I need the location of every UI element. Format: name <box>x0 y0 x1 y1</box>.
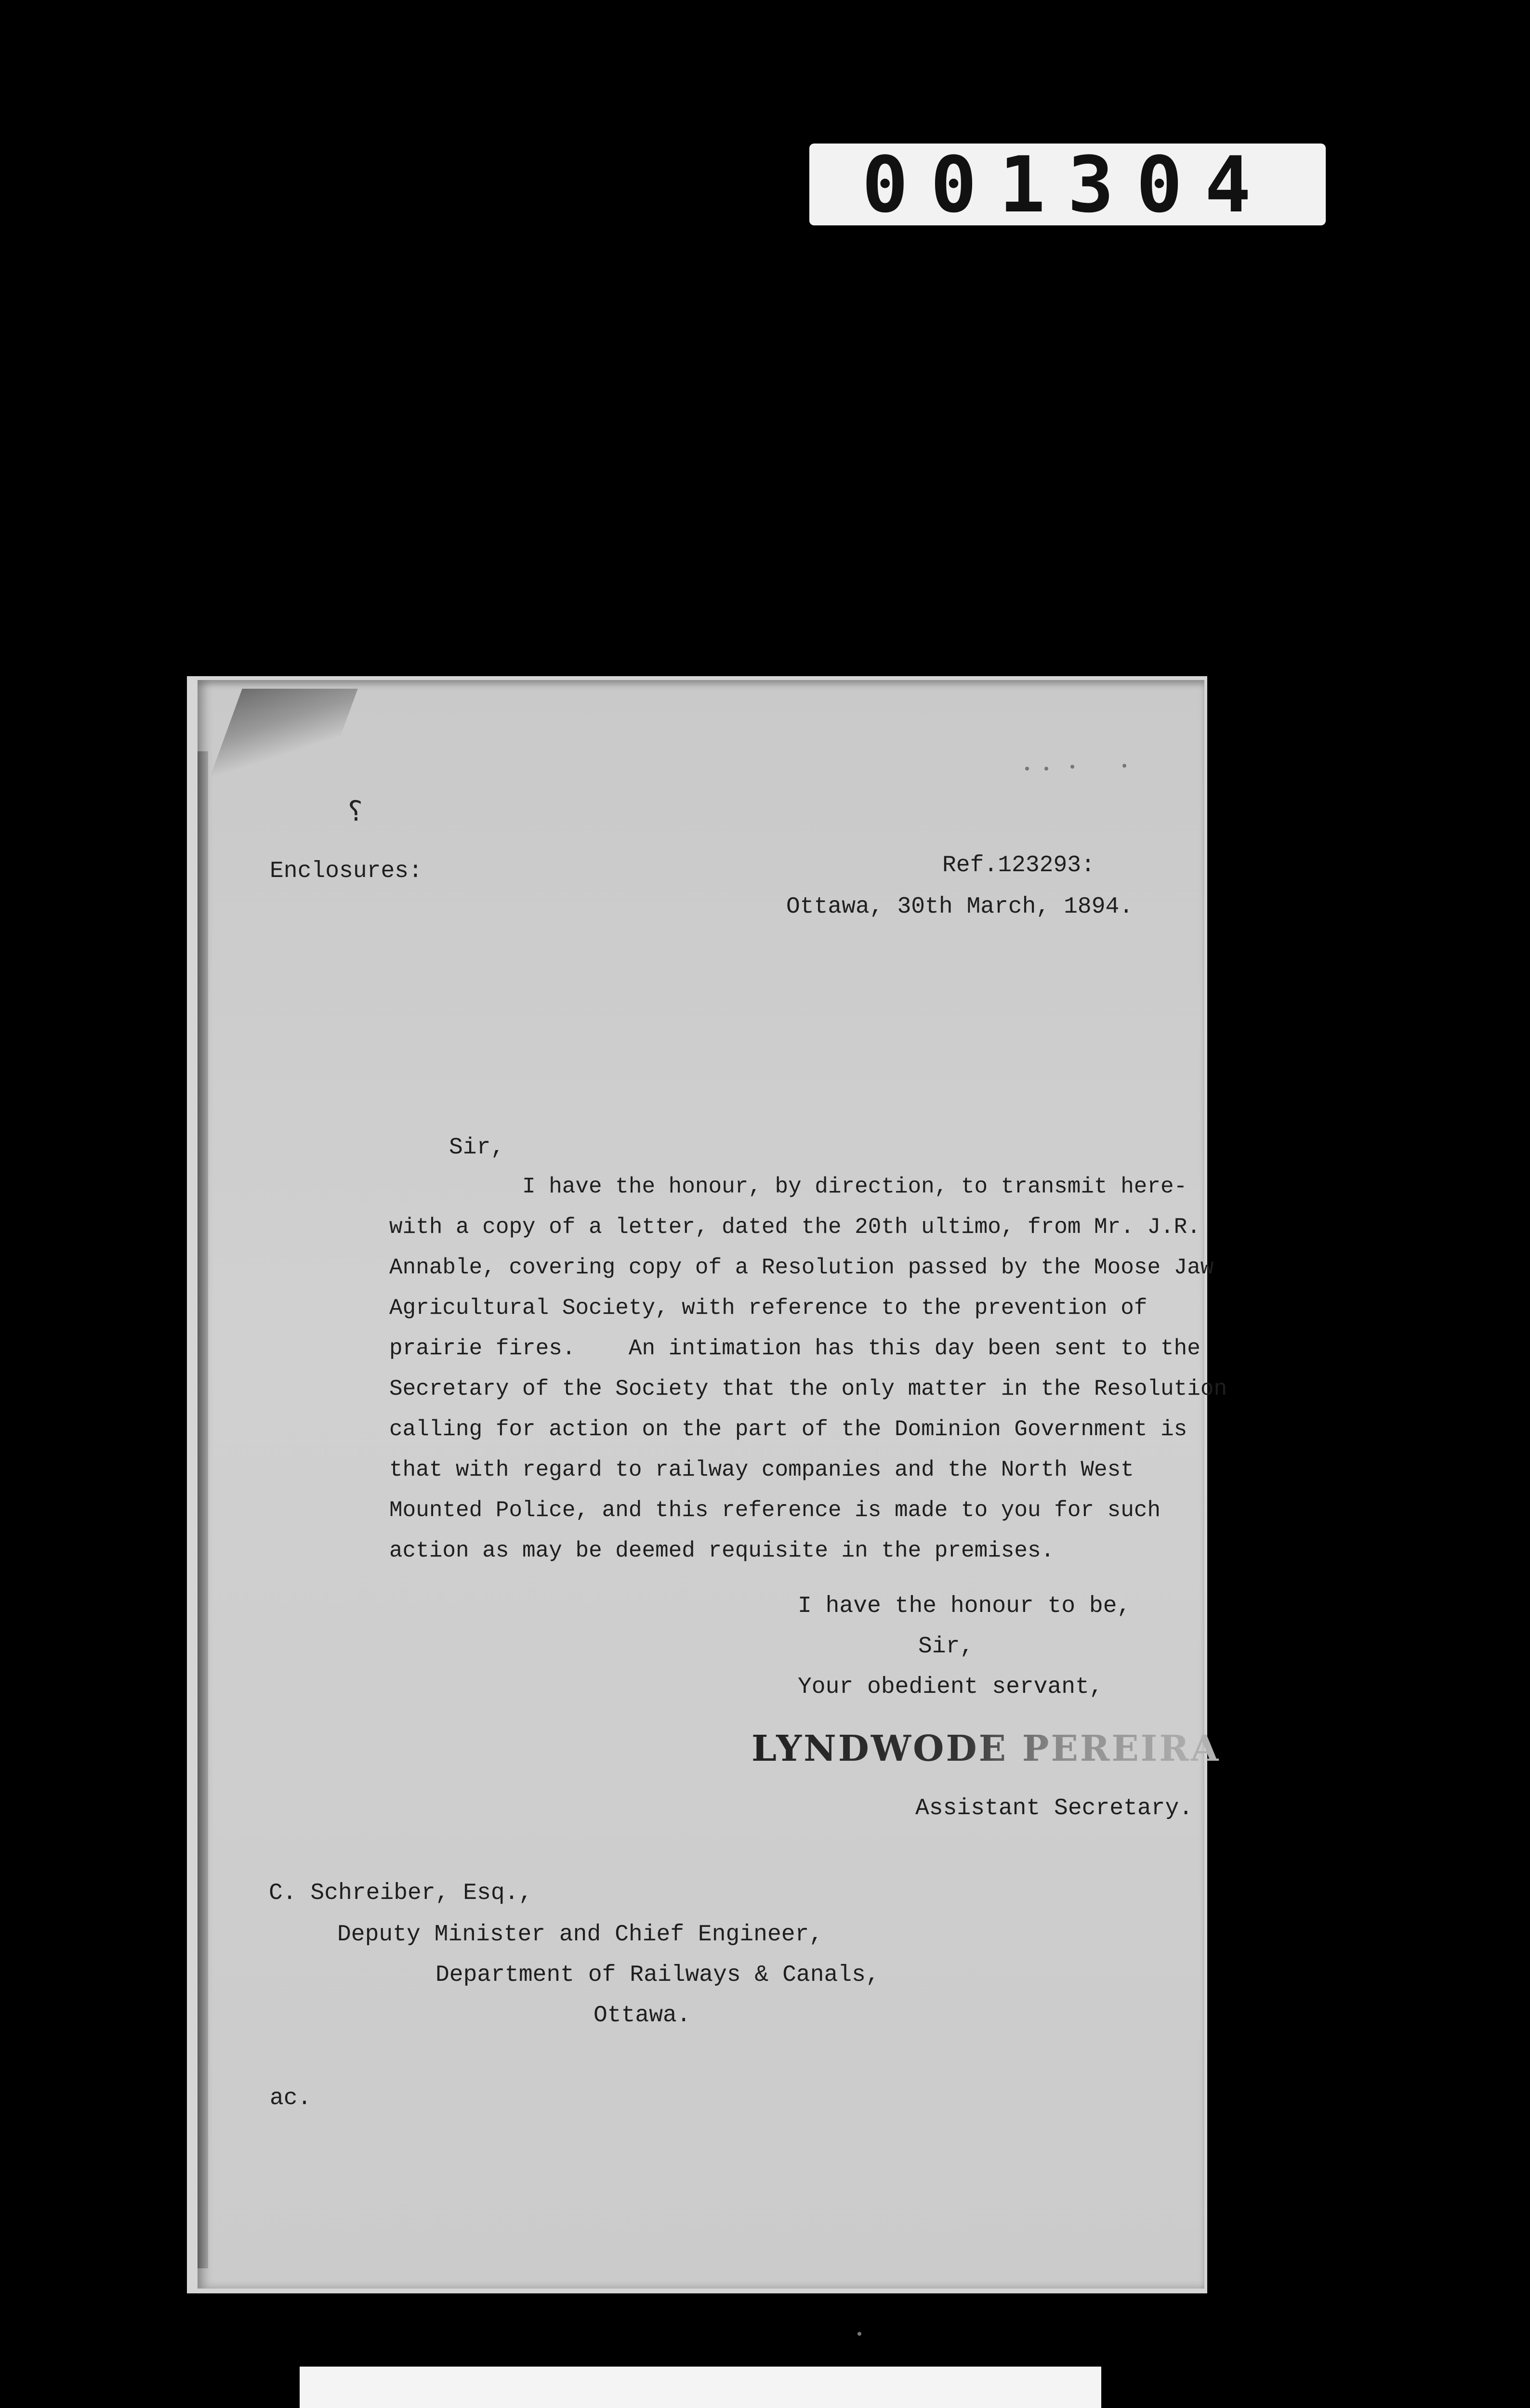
speck <box>1025 767 1029 771</box>
signature-stamp: LYNDWODE PEREIRA <box>752 1728 1221 1769</box>
body-line: that with regard to railway companies and the North West <box>389 1457 1134 1482</box>
frame-number: 001304 <box>809 144 1326 225</box>
addressee-department: Department of Railways & Canals, <box>435 1962 880 1988</box>
speck <box>1070 765 1074 769</box>
letter-sheet <box>198 680 1204 2289</box>
date-line: Ottawa, 30th March, 1894. <box>786 894 1134 920</box>
closing-line: I have the honour to be, <box>798 1593 1131 1619</box>
body-line: I have the honour, by direction, to transmit here- <box>522 1174 1187 1199</box>
enclosures-label: Enclosures: <box>270 858 422 884</box>
closing-servant: Your obedient servant, <box>798 1674 1103 1700</box>
sheet-left-edge <box>198 751 208 2268</box>
addressee-name: C. Schreiber, Esq., <box>269 1880 533 1906</box>
body-line: Mounted Police, and this reference is made to you for such <box>389 1498 1161 1523</box>
speck <box>857 2332 861 2336</box>
body-line: Secretary of the Society that the only matter in the Resolution <box>389 1376 1227 1401</box>
signatory-title: Assistant Secretary. <box>915 1795 1193 1821</box>
body-line: prairie fires. An intimation has this day been sent to the <box>389 1336 1200 1361</box>
salutation: Sir, <box>449 1135 505 1161</box>
body-line: calling for action on the part of the Dominion Government is <box>389 1417 1187 1442</box>
body-line: with a copy of a letter, dated the 20th ultimo, from Mr. J.R. <box>389 1215 1200 1240</box>
body-line: Agricultural Society, with reference to the prevention of <box>389 1296 1148 1321</box>
addressee-city: Ottawa. <box>594 2002 691 2028</box>
addressee-title: Deputy Minister and Chief Engineer, <box>337 1922 823 1948</box>
reference-number: Ref.123293: <box>942 852 1095 878</box>
body-line: Annable, covering copy of a Resolution passed by the Moose Jaw <box>389 1255 1214 1280</box>
speck <box>1122 764 1126 768</box>
typist-initials: ac. <box>270 2085 312 2111</box>
body-line: action as may be deemed requisite in the premises. <box>389 1538 1055 1563</box>
speck <box>1044 767 1048 771</box>
handwritten-mark: ⸮ <box>347 798 364 829</box>
archive-reference-label <box>300 2367 1101 2408</box>
closing-sir: Sir, <box>918 1634 974 1660</box>
